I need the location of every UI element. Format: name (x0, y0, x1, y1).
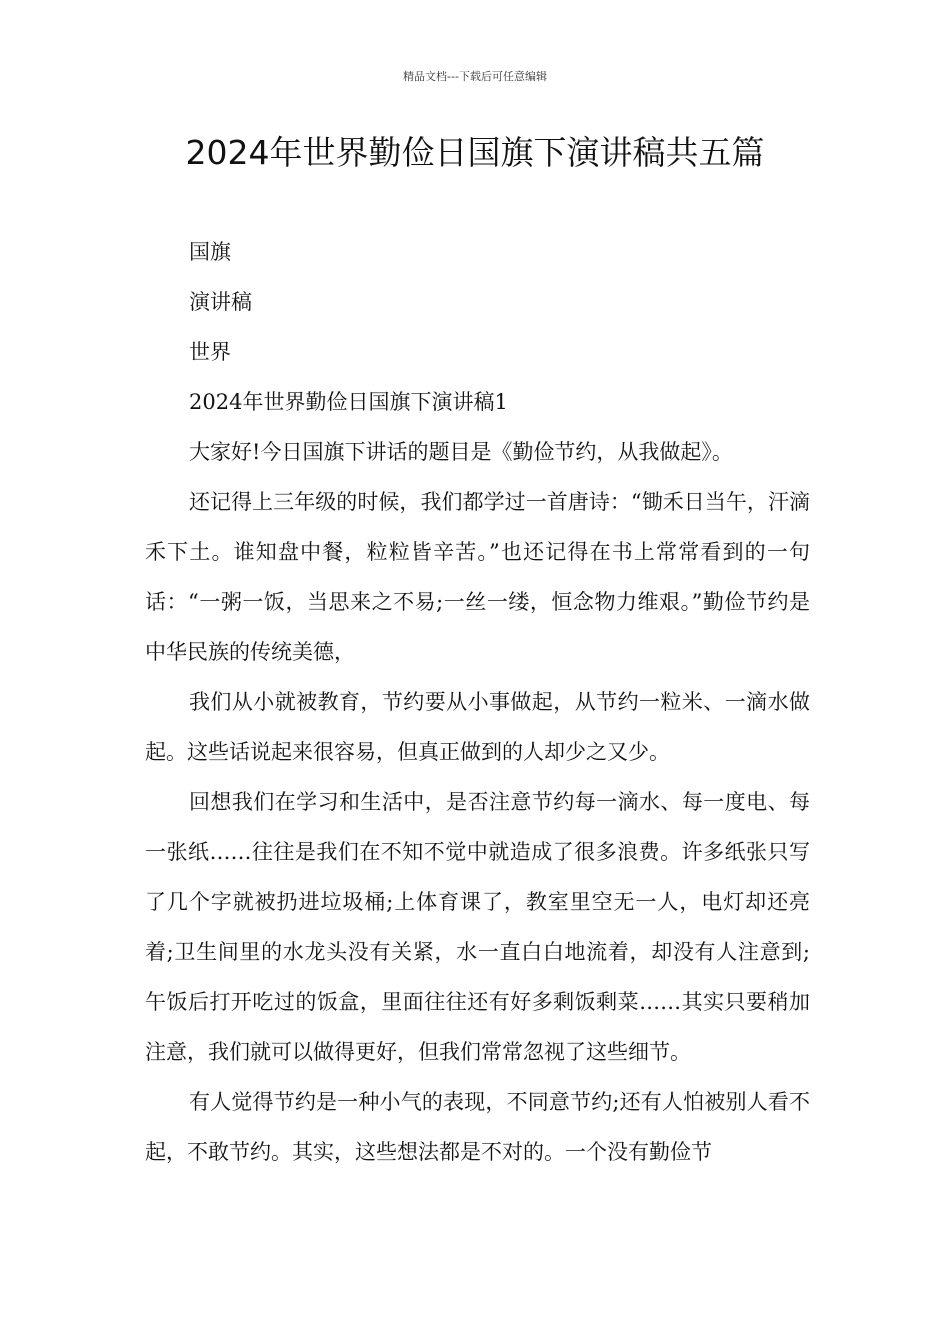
paragraph: 还记得上三年级的时候，我们都学过一首唐诗：“锄禾日当午，汗滴禾下土。谁知盘中餐，粒粒皆辛苦。”也还记得在书上常常看到的一句话：“一粥一饭，当思来之不易;一丝一缕，恒念物力维艰。”勤俭节约是中华民族的传统美德， (145, 490, 810, 664)
document-body (145, 227, 810, 1177)
keyword-tag: 演讲稿 (189, 290, 252, 314)
paragraph: 有人觉得节约是一种小气的表现，不同意节约;还有人怕被别人看不起，不敢节约。其实，这些想法都是不对的。一个没有勤俭节 (145, 1090, 810, 1164)
section-heading: 2024年世界勤俭日国旗下演讲稿1 (189, 390, 508, 414)
paragraph: 大家好!今日国旗下讲话的题目是《勤俭节约，从我做起》。 (189, 440, 733, 464)
keyword-tag: 国旗 (189, 240, 231, 264)
paragraph: 回想我们在学习和生活中，是否注意节约每一滴水、每一度电、每一张纸……往往是我们在不知不觉中就造成了很多浪费。许多纸张只写了几个字就被扔进垃圾桶;上体育课了，教室里空无一人，电灯却还亮着;卫生间里的水龙头没有关紧，水一直白白地流着，却没有人注意到;午饭后打开吃过的饭盒，里面往往还有好多剩饭剩菜……其实只要稍加注意，我们就可以做得更好，但我们常常忽视了这些细节。 (145, 790, 810, 1064)
paragraph: 我们从小就被教育，节约要从小事做起，从节约一粒米、一滴水做起。这些话说起来很容易，但真正做到的人却少之又少。 (145, 690, 810, 764)
document-title: 2024年世界勤俭日国旗下演讲稿共五篇 (185, 133, 765, 172)
keyword-tag: 世界 (189, 340, 231, 364)
header-note: 精品文档---下载后可任意编辑 (403, 70, 547, 83)
